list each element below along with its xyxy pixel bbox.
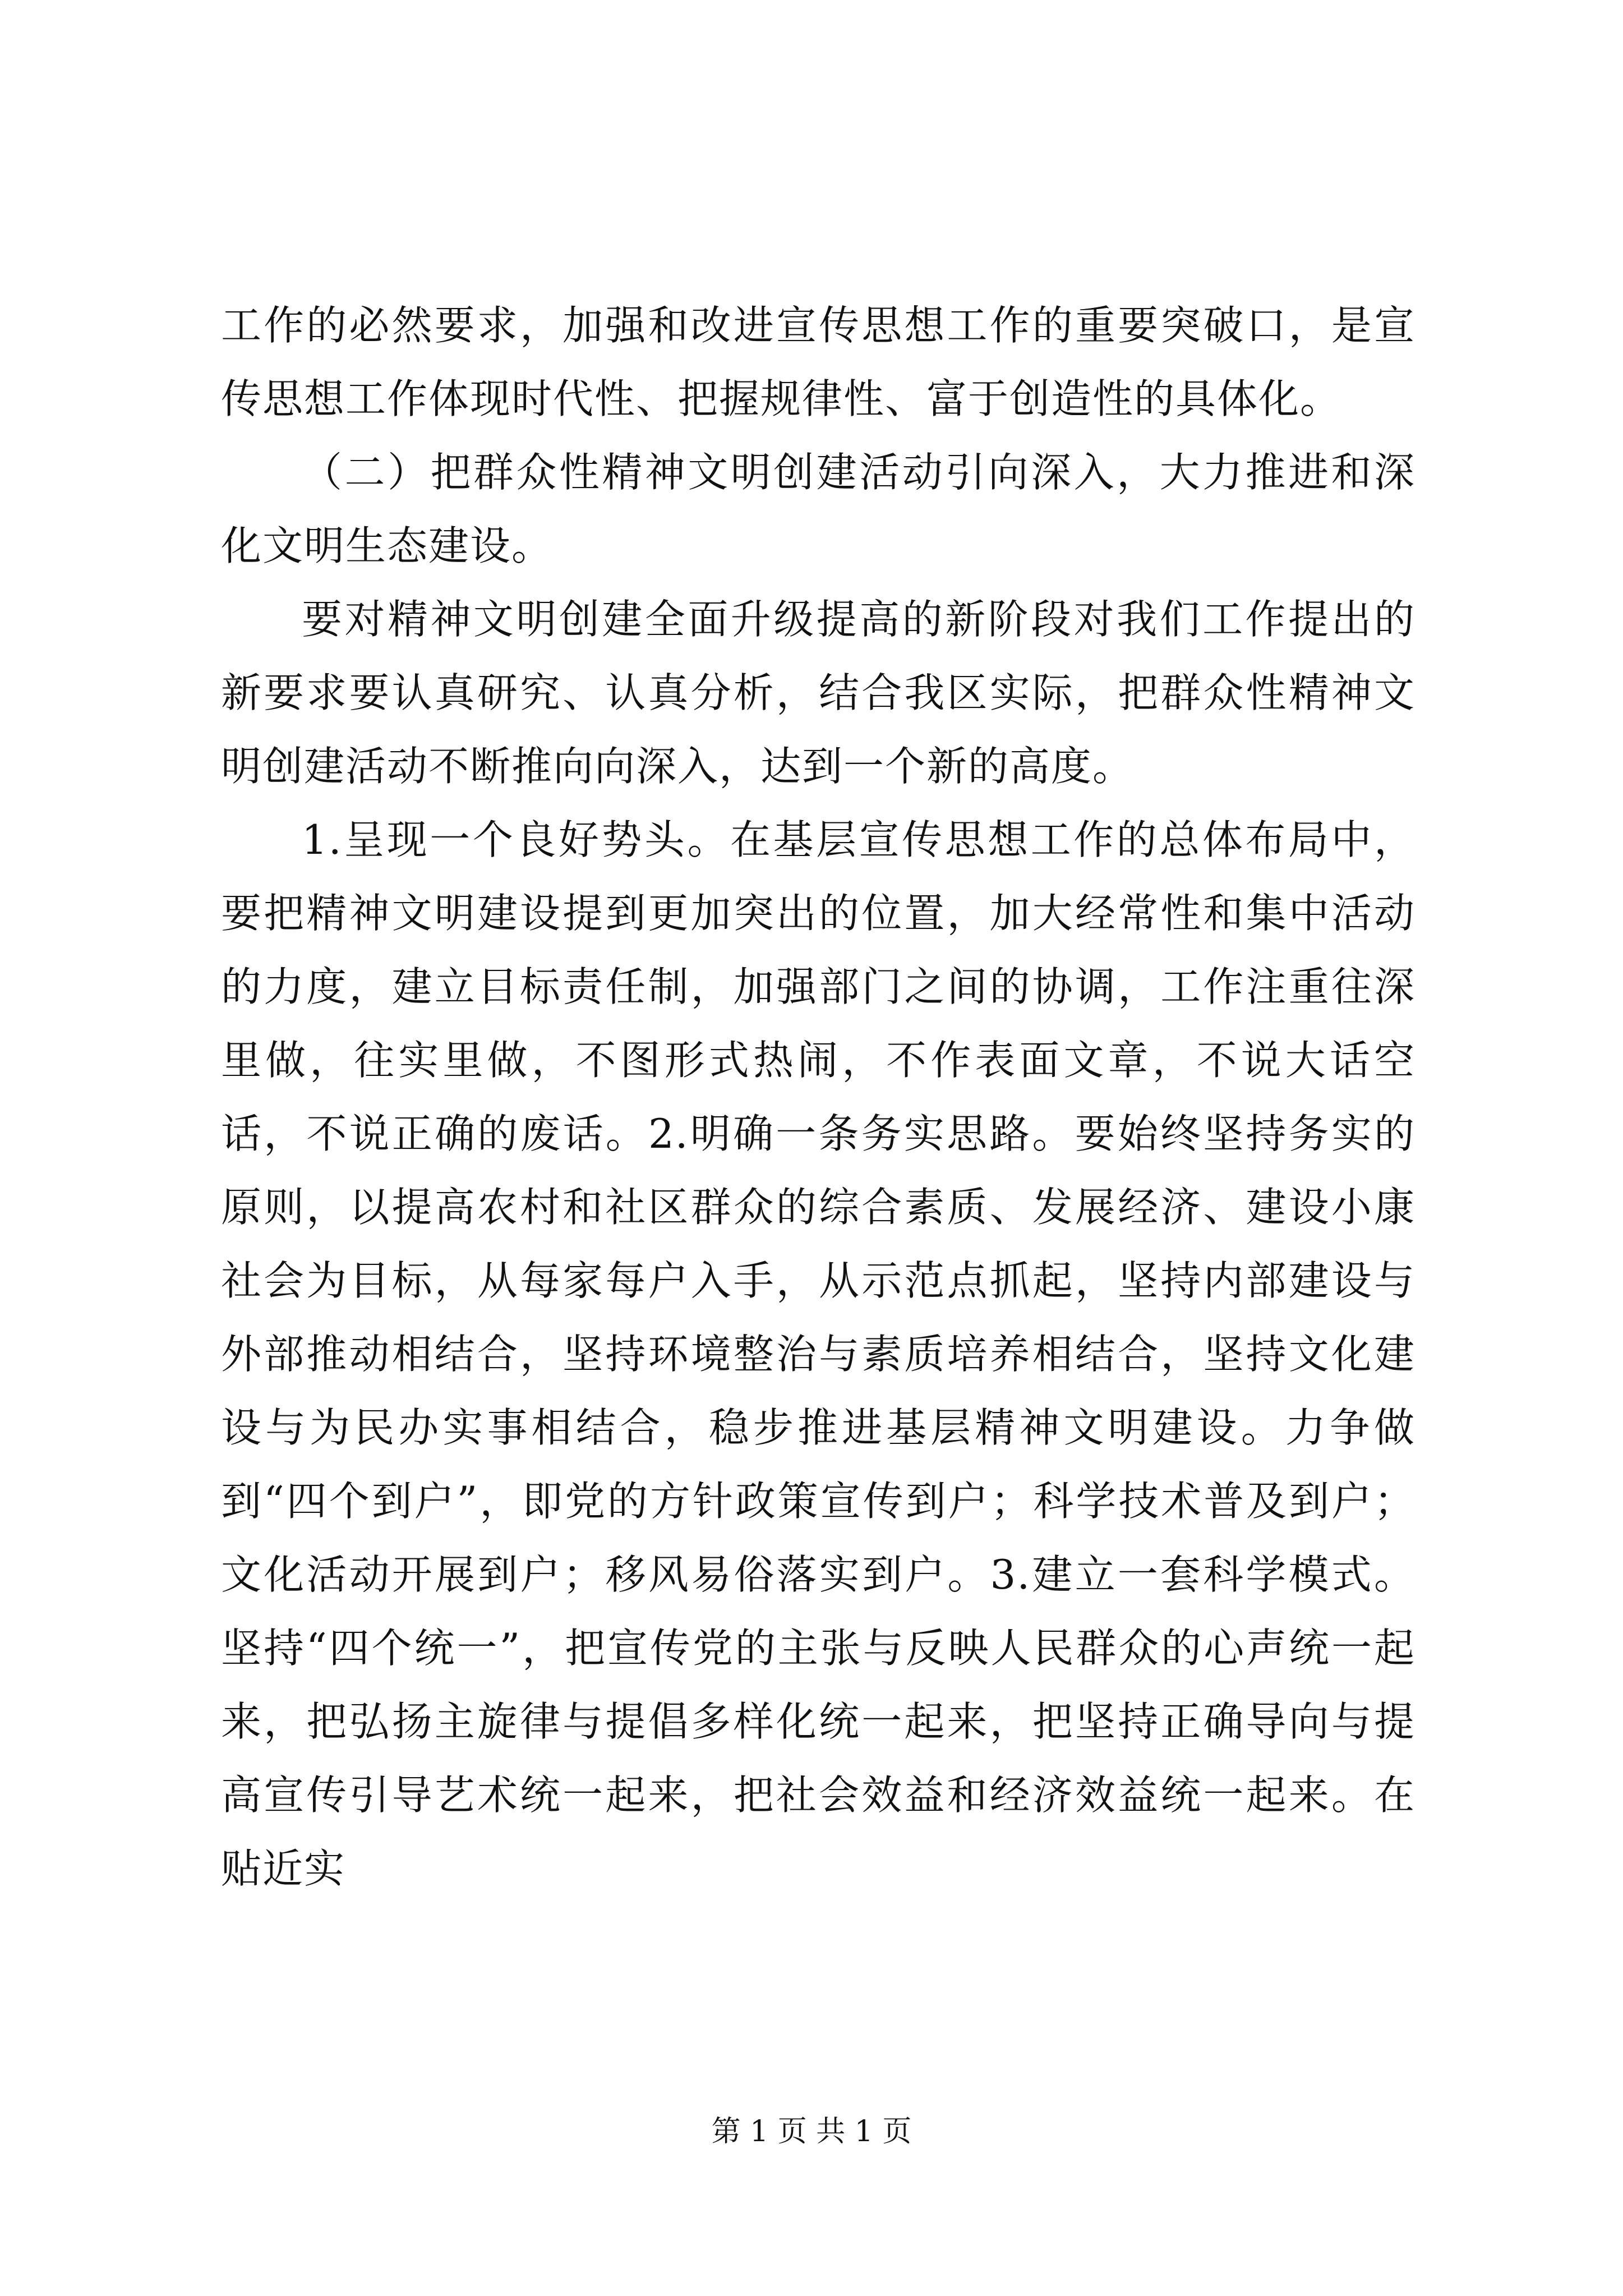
paragraph-points: 1.呈现一个良好势头。在基层宣传思想工作的总体布局中，要把精神文明建设提到更加突出的位置，加大经常性和集中活动的力度，建立目标责任制，加强部门之间的协调，工作注重往深里做，往实里做，不图形式热闹，不作表面文章，不说大话空话，不说正确的废话。2.明确一条务实思路。要始终坚持务实的原则，以提高农村和社区群众的综合素质、发展经济、建设小康社会为目标，从每家每户入手，从示范点抓起，坚持内部建设与外部推动相结合，坚持环境整治与素质培养相结合，坚持文化建设与为民办实事相结合，稳步推进基层精神文明建设。力争做到“四个到户”，即党的方针政策宣传到户；科学技术普及到户；文化活动开展到户；移风易俗落实到户。3.建立一套科学模式。坚持“四个统一”，把宣传党的主张与反映人民群众的心声统一起来，把弘扬主旋律与提倡多样化统一起来，把坚持正确导向与提高宣传引导艺术统一起来，把社会效益和经济效益统一起来。在贴近实 xyxy=(221,816,1415,1892)
document-body xyxy=(221,289,1415,1906)
paragraph-intro: 要对精神文明创建全面升级提高的新阶段对我们工作提出的新要求要认真研究、认真分析，结合我区实际，把群众性精神文明创建活动不断推向向深入，达到一个新的高度。 xyxy=(221,596,1415,790)
page-number-footer: 第 1 页 共 1 页 xyxy=(711,2115,912,2148)
paragraph-continuation: 工作的必然要求，加强和改进宣传思想工作的重要突破口，是宣传思想工作体现时代性、把握规律性、富于创造性的具体化。 xyxy=(221,302,1415,422)
section-heading: （二）把群众性精神文明创建活动引向深入，大力推进和深化文明生态建设。 xyxy=(221,449,1415,569)
